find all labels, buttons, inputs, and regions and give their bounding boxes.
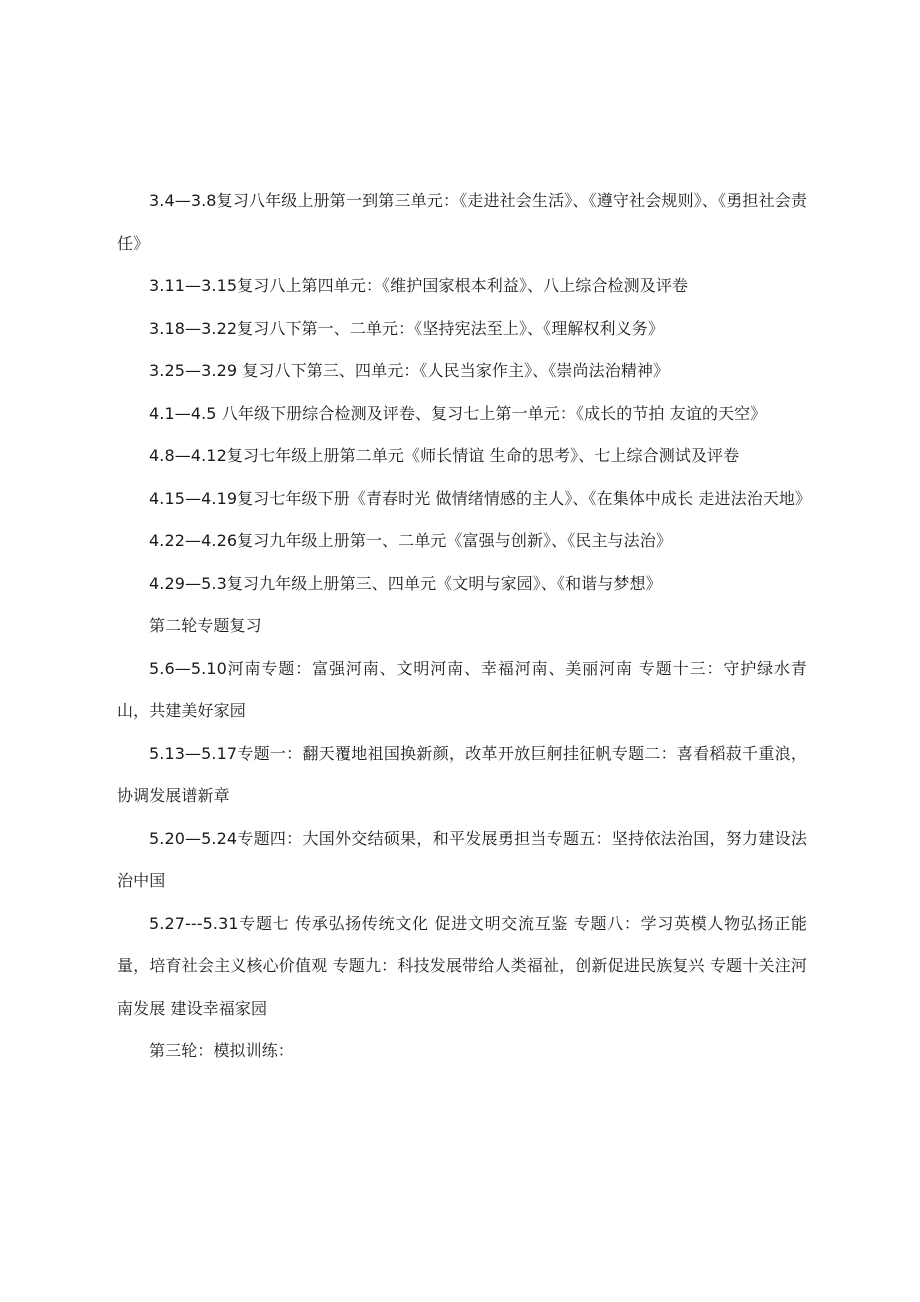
schedule-paragraph-12: 5.20—5.24专题四：大国外交结硕果，和平发展勇担当专题五：坚持依法治国，努力建设法治中国 [117,828,807,890]
section-heading-round-three: 第三轮：模拟训练： [149,1041,294,1060]
schedule-paragraph-1: 3.4—3.8复习八年级上册第一到第三单元：《走进社会生活》、《遵守社会规则》、《勇担社会责任》 [117,191,807,253]
schedule-paragraph-6: 4.8—4.12复习七年级上册第二单元《师长情谊 生命的思考》、七上综合测试及评卷 [149,446,740,465]
section-heading-round-two: 第二轮专题复习 [149,616,262,635]
schedule-paragraph-3: 3.18—3.22复习八下第一、二单元：《坚持宪法至上》、《理解权利义务》 [149,318,664,338]
schedule-paragraph-5: 4.1—4.5 八年级下册综合检测及评卷、复习七上第一单元：《成长的节拍 友谊的天空》 [149,403,767,423]
schedule-paragraph-10: 5.6—5.10河南专题：富强河南、文明河南、幸福河南、美丽河南 专题十三：守护绿水青山，共建美好家园 [117,658,807,720]
schedule-paragraph-13: 5.27---5.31专题七 传承弘扬传统文化 促进文明交流互鉴 专题八：学习英模人物弘扬正能量，培育社会主义核心价值观 专题九：科技发展带给人类福祉，创新促进民族复兴 专题十关注河南发展 建设幸福家园 [117,913,807,1018]
document-body [117,180,812,1073]
schedule-paragraph-9: 4.29—5.3复习九年级上册第三、四单元《文明与家园》、《和谐与梦想》 [149,573,662,593]
schedule-paragraph-8: 4.22—4.26复习九年级上册第一、二单元《富强与创新》、《民主与法治》 [149,531,672,550]
schedule-paragraph-2: 3.11—3.15复习八上第四单元：《维护国家根本利益》、八上综合检测及评卷 [149,276,689,295]
schedule-paragraph-7: 4.15—4.19复习七年级下册《青春时光 做情绪情感的主人》、《在集体中成长 走进法治天地》 [149,488,812,508]
schedule-paragraph-11: 5.13—5.17专题一：翻天覆地祖国换新颜，改革开放巨舸挂征帆专题二：喜看稻菽千重浪，协调发展谱新章 [117,743,807,805]
schedule-paragraph-4: 3.25—3.29 复习八下第三、四单元：《人民当家作主》、《崇尚法治精神》 [149,361,670,380]
